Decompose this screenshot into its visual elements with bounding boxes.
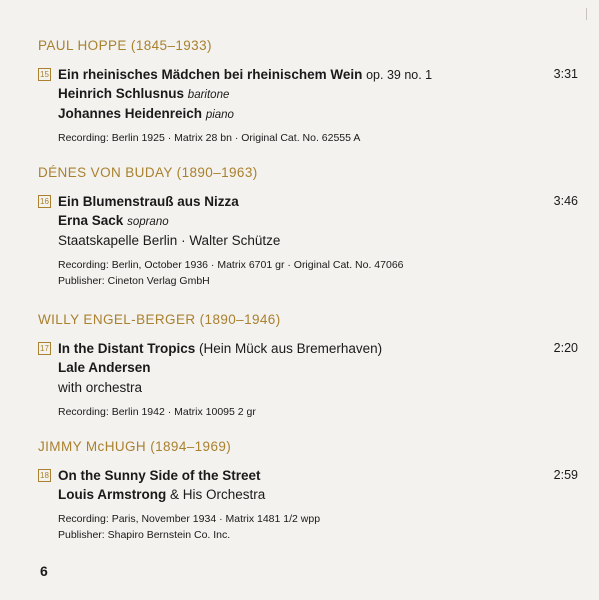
track-number-icon: 17 — [38, 342, 51, 355]
recording-info: Recording: Paris, November 1934 · Matrix 1481 1/2 wpp — [58, 513, 321, 525]
track-subtitle: (Hein Mück aus Bremerhaven) — [199, 341, 383, 356]
track-title — [58, 339, 382, 358]
track-duration: 2:20 — [553, 341, 578, 355]
track-duration: 3:31 — [553, 67, 578, 81]
performer-name: Johannes Heidenreich — [58, 106, 203, 121]
recording-info: Recording: Berlin 1942 · Matrix 10095 2 gr — [58, 406, 256, 418]
performer-name: Louis Armstrong — [58, 487, 167, 502]
track-duration: 2:59 — [553, 468, 578, 482]
track-row — [38, 192, 578, 211]
composer-heading: PAUL HOPPE (1845–1933) — [38, 38, 212, 53]
page-edge-mark — [586, 8, 587, 20]
track-entry-17 — [38, 311, 578, 420]
performer — [58, 358, 578, 378]
performer-name: Lale Andersen — [58, 360, 151, 375]
performer-name: Heinrich Schlusnus — [58, 86, 185, 101]
performer-role: soprano — [127, 216, 169, 228]
track-number-icon: 15 — [38, 68, 51, 81]
recording-info: Recording: Berlin, October 1936 · Matrix 6701 gr · Original Cat. No. 47066 — [58, 259, 404, 271]
performer-ensemble: & His Orchestra — [170, 487, 266, 502]
track-duration: 3:46 — [553, 194, 578, 208]
performer — [58, 211, 578, 231]
ensemble: Staatskapelle Berlin · Walter Schütze — [58, 233, 281, 248]
performer — [58, 485, 578, 505]
track-entry-16 — [38, 164, 578, 289]
track-entry-15 — [38, 37, 578, 146]
recording-info: Recording: Berlin 1925 · Matrix 28 bn · Original Cat. No. 62555 A — [58, 132, 361, 144]
track-number-icon: 16 — [38, 195, 51, 208]
track-row — [38, 65, 578, 84]
composer-heading: WILLY ENGEL-BERGER (1890–1946) — [38, 312, 281, 327]
performer — [58, 104, 578, 124]
performer-role: piano — [205, 109, 234, 121]
opus-number: op. 39 no. 1 — [366, 68, 433, 82]
page-number: 6 — [40, 563, 48, 579]
composer-heading: DÉNES VON BUDAY (1890–1963) — [38, 165, 258, 180]
track-title-text: In the Distant Tropics — [58, 341, 196, 356]
track-title — [58, 65, 432, 85]
track-row — [38, 339, 578, 358]
performer-role: baritone — [187, 89, 230, 101]
performer — [58, 84, 578, 104]
performer-name: Erna Sack — [58, 213, 124, 228]
track-number-icon: 18 — [38, 469, 51, 482]
publisher-info: Publisher: Cineton Verlag GmbH — [58, 275, 210, 287]
track-entry-18 — [38, 438, 578, 543]
track-row — [38, 466, 578, 485]
composer-heading: JIMMY McHUGH (1894–1969) — [38, 439, 232, 454]
publisher-info: Publisher: Shapiro Bernstein Co. Inc. — [58, 529, 231, 541]
track-title-text: Ein rheinisches Mädchen bei rheinischem Wein — [58, 67, 363, 82]
ensemble: with orchestra — [58, 380, 143, 395]
track-title: Ein Blumenstrauß aus Nizza — [58, 194, 239, 209]
track-title: On the Sunny Side of the Street — [58, 468, 261, 483]
